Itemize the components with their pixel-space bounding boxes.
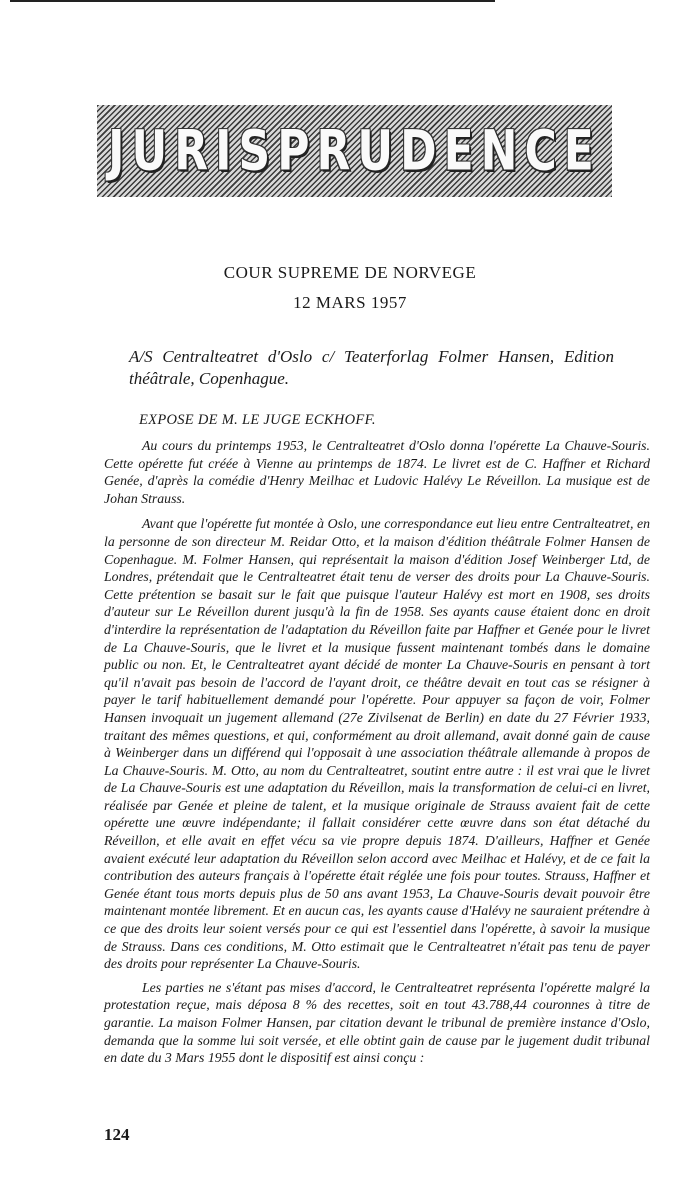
section-banner	[97, 105, 612, 197]
court-name: COUR SUPREME DE NORVEGE	[223, 263, 477, 282]
paragraph-3: Les parties ne s'étant pas mises d'accord, le Centralteatret représenta l'opérette malgré la protestation reçue, mais déposa 8 % des recettes, soit en tout 43.788,44 couronnes à titre de garantie. La maison Folmer Hansen, par citation devant le tribunal de première instance d'Oslo, demanda que la somme lui soit versée, et elle obtint gain de cause par le jugement dudit tribunal en date du 3 Mars 1955 dont le dispositif est ainsi conçu :	[104, 979, 650, 1066]
paragraph-2: Avant que l'opérette fut montée à Oslo, une correspondance eut lieu entre Centralteatret, en la personne de son directeur M. Reidar Otto, et la maison d'édition théâtrale Folmer Hansen de Copenhague. M. Folmer Hansen, qui représentait la maison d'édition Josef Weinberger Ltd, de Londres, prétendait que le Centralteatret était tenu de verser des droits pour La Chauve-Souris. Cette prétention se basait sur le fait que puisque l'auteur Halévy est mort en 1908, ses droits d'auteur sur Le Réveillon durent jusqu'à la fin de 1958. Ses ayants cause étaient donc en droit d'interdire la représentation de l'adaptation du Réveillon faite par Haffner et Genée pour le livret de La Chauve-Souris, que le livret et la musique fussent maintenant tombés dans le domaine public ou non. Et, le Centralteatret ayant décidé de monter La Chauve-Souris en pensant à tort qu'il n'avait pas besoin de l'accord de l'ayant droit, ce théâtre devait en tout cas se résigner à payer le tarif habituellement demandé pour l'opérette. Pour appuyer sa façon de voir, Folmer Hansen invoquait un jugement allemand (27e Zivilsenat de Berlin) en date du 27 Février 1933, traitant des mêmes questions, et qui, conformément au droit allemand, avait donné gain de cause à Weinberger dans un différend qui l'opposait à une association théâtrale allemande à propos de La Chauve-Souris. M. Otto, au nom du Centralteatret, soutint entre autre : il est vrai que le livret de La Chauve-Souris est une adaptation du Réveillon, mais la transformation de celui-ci en livret, réalisée par Genée et pleine de talent, et la musique originale de Strauss avaient fait de cette opérette une œuvre indépendante; il fallait considérer cette œuvre dans son état détaché du Réveillon, et elle avait en effet vécu sa vie propre depuis 1874. D'ailleurs, Haffner et Genée avaient exécuté leur adaptation du Réveillon selon accord avec Meilhac et Halévy, et de ce fait la contribution des auteurs français à l'opérette était réglée une fois pour toutes. Strauss, Haffner et Genée étant tous morts depuis plus de 50 ans avant 1953, La Chauve-Souris devait pouvoir être maintenant montée librement. Et en aucun cas, les ayants cause d'Halévy ne sauraient prétendre à ce que des droits leur soient versés pour ce qui est l'essentiel dans l'opérette, à savoir la musique de Strauss. Dans ces conditions, M. Otto estimait que le Centralteatret n'était pas tenu de payer des droits pour représenter La Chauve-Souris.	[104, 516, 650, 972]
paragraph-1: Au cours du printemps 1953, le Centralteatret d'Oslo donna l'opérette La Chauve-Souris. Cette opérette fut créée à Vienne au printemps de 1874. Le livret est de C. Haffner et Richard Genée, d'après la comédie d'Henry Meilhac et Ludovic Halévy Le Réveillon. La musique est de Johan Strauss.	[104, 438, 650, 506]
judgment-body	[104, 437, 650, 1073]
case-parties: A/S Centralteatret d'Oslo c/ Teaterforlag Folmer Hansen, Edition théâtrale, Copenhague.	[129, 347, 614, 388]
top-rule	[10, 0, 495, 2]
expose-heading: EXPOSE DE M. LE JUGE ECKHOFF.	[139, 412, 376, 428]
banner-title: JURISPRUDENCE	[108, 119, 601, 183]
page-number: 124	[104, 1125, 130, 1144]
judgment-date: 12 MARS 1957	[293, 293, 407, 312]
